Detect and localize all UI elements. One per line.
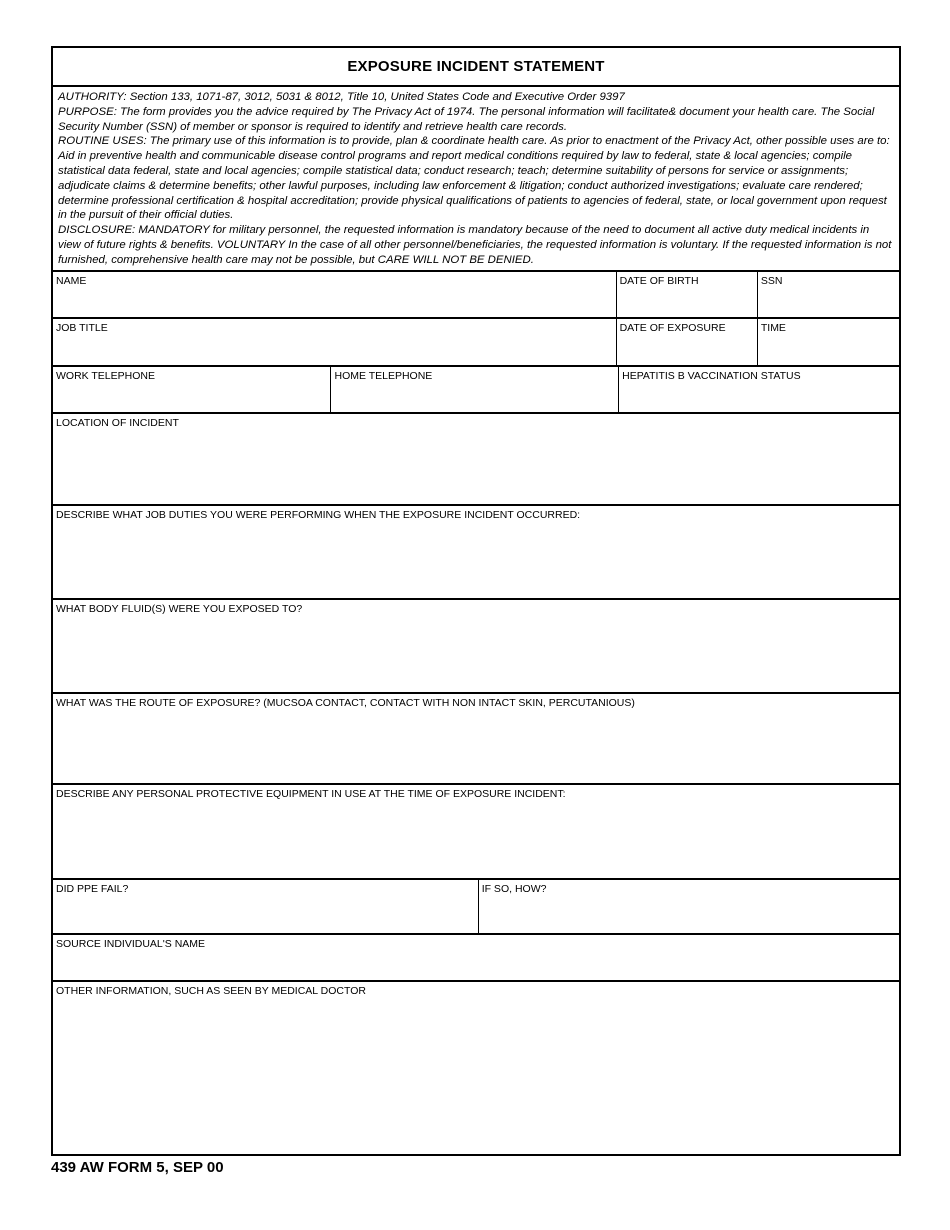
work-telephone-field-cell[interactable] — [53, 367, 330, 412]
hepatitis-b-status-field-cell[interactable] — [618, 367, 899, 412]
name-field-cell[interactable] — [53, 272, 616, 317]
other-information-label: OTHER INFORMATION, SUCH AS SEEN BY MEDICAL DOCTOR — [56, 985, 366, 997]
row-other-information — [53, 980, 899, 1154]
row-jobtitle-exposure-time — [53, 317, 899, 365]
row-ppe-in-use — [53, 783, 899, 878]
row-job-duties — [53, 504, 899, 598]
if-so-how-field-cell[interactable] — [478, 880, 899, 933]
job-title-field-cell[interactable] — [53, 319, 616, 365]
ppe-in-use-label: DESCRIBE ANY PERSONAL PROTECTIVE EQUIPMENT IN USE AT THE TIME OF EXPOSURE INCIDENT: — [56, 788, 566, 800]
time-label: TIME — [760, 322, 786, 334]
ssn-label: SSN — [760, 275, 783, 287]
body-fluids-field-cell[interactable] — [53, 600, 899, 692]
row-telephones-hepatitis — [53, 365, 899, 412]
row-route-of-exposure — [53, 692, 899, 783]
ssn-field-cell[interactable] — [757, 272, 899, 317]
did-ppe-fail-label: DID PPE FAIL? — [56, 883, 129, 895]
row-body-fluids — [53, 598, 899, 692]
source-individual-name-label: SOURCE INDIVIDUAL'S NAME — [56, 938, 206, 950]
name-label: NAME — [56, 275, 87, 287]
location-of-incident-field-cell[interactable] — [53, 414, 899, 504]
body-fluids-label: WHAT BODY FLUID(S) WERE YOU EXPOSED TO? — [56, 603, 303, 615]
date-of-exposure-label: DATE OF EXPOSURE — [619, 322, 726, 334]
privacy-disclosure-text: DISCLOSURE: MANDATORY for military personnel, the requested information is mandatory because of the need to document all active duty medical incidents in view of future rights & benefits. VOLUNTARY In the case of all other personnel/beneficiaries, the requested information is voluntary. If the requested information is not furnished, comprehensive health care may not be possible, but CARE WILL NOT BE DENIED. — [58, 224, 892, 266]
privacy-purpose-text: PURPOSE: The form provides you the advice required by The Privacy Act of 1974. The personal information will facilitate& document your health care. The Social Security Number (SSN) of member or sponsor is required to identify and retrieve health care records. — [58, 105, 875, 133]
exposure-incident-form — [51, 46, 901, 1156]
time-field-cell[interactable] — [757, 319, 899, 365]
if-so-how-label: IF SO, HOW? — [481, 883, 547, 895]
job-title-label: JOB TITLE — [56, 322, 108, 334]
date-of-birth-label: DATE OF BIRTH — [619, 275, 699, 287]
job-duties-label: DESCRIBE WHAT JOB DUTIES YOU WERE PERFORMING WHEN THE EXPOSURE INCIDENT OCCURRED: — [56, 509, 581, 521]
row-name-dob-ssn — [53, 270, 899, 317]
home-telephone-field-cell[interactable] — [330, 367, 618, 412]
work-telephone-label: WORK TELEPHONE — [56, 370, 155, 382]
row-source-individual — [53, 933, 899, 980]
form-title: EXPOSURE INCIDENT STATEMENT — [347, 58, 605, 75]
did-ppe-fail-field-cell[interactable] — [53, 880, 478, 933]
form-title-row — [53, 48, 899, 85]
route-of-exposure-field-cell[interactable] — [53, 694, 899, 783]
home-telephone-label: HOME TELEPHONE — [334, 370, 433, 382]
form-number-footer: 439 AW FORM 5, SEP 00 — [51, 1159, 224, 1176]
row-location-of-incident — [53, 412, 899, 504]
location-of-incident-label: LOCATION OF INCIDENT — [56, 417, 179, 429]
privacy-routine-uses-text: ROUTINE USES: The primary use of this information is to provide, plan & coordinate health care. As prior to enactment of the Privacy Act, other possible uses are to: Aid in preventive health and communicable disease control programs and report medical conditions required by law to federal, state & local agencies; compile statistical data federal, state and local agencies; compile statistical data; conduct research; teach; determine suitability of persons for service or assignments; adjudicate claims & determine benefits; other lawful purposes, including law enforcement & litigation; conduct authorized investigations; evaluate care rendered; determine professional certification & hospital accreditation; provide physical qualifications of patients to agencies of federal, state, or local government upon request in the pursuit of their official duties. — [58, 135, 890, 222]
ppe-in-use-field-cell[interactable] — [53, 785, 899, 878]
route-of-exposure-label: WHAT WAS THE ROUTE OF EXPOSURE? (MUCSOA CONTACT, CONTACT WITH NON INTACT SKIN, PERCUTANIOUS) — [56, 697, 635, 709]
date-of-birth-field-cell[interactable] — [616, 272, 757, 317]
job-duties-field-cell[interactable] — [53, 506, 899, 598]
other-information-field-cell[interactable] — [53, 982, 899, 1154]
hepatitis-b-status-label: HEPATITIS B VACCINATION STATUS — [622, 370, 801, 382]
source-individual-name-field-cell[interactable] — [53, 935, 899, 980]
date-of-exposure-field-cell[interactable] — [616, 319, 757, 365]
privacy-act-statement — [53, 85, 899, 270]
row-ppe-fail — [53, 878, 899, 933]
privacy-authority-text: AUTHORITY: Section 133, 1071-87, 3012, 5031 & 8012, Title 10, United States Code and Executive Order 9397 — [58, 91, 625, 103]
